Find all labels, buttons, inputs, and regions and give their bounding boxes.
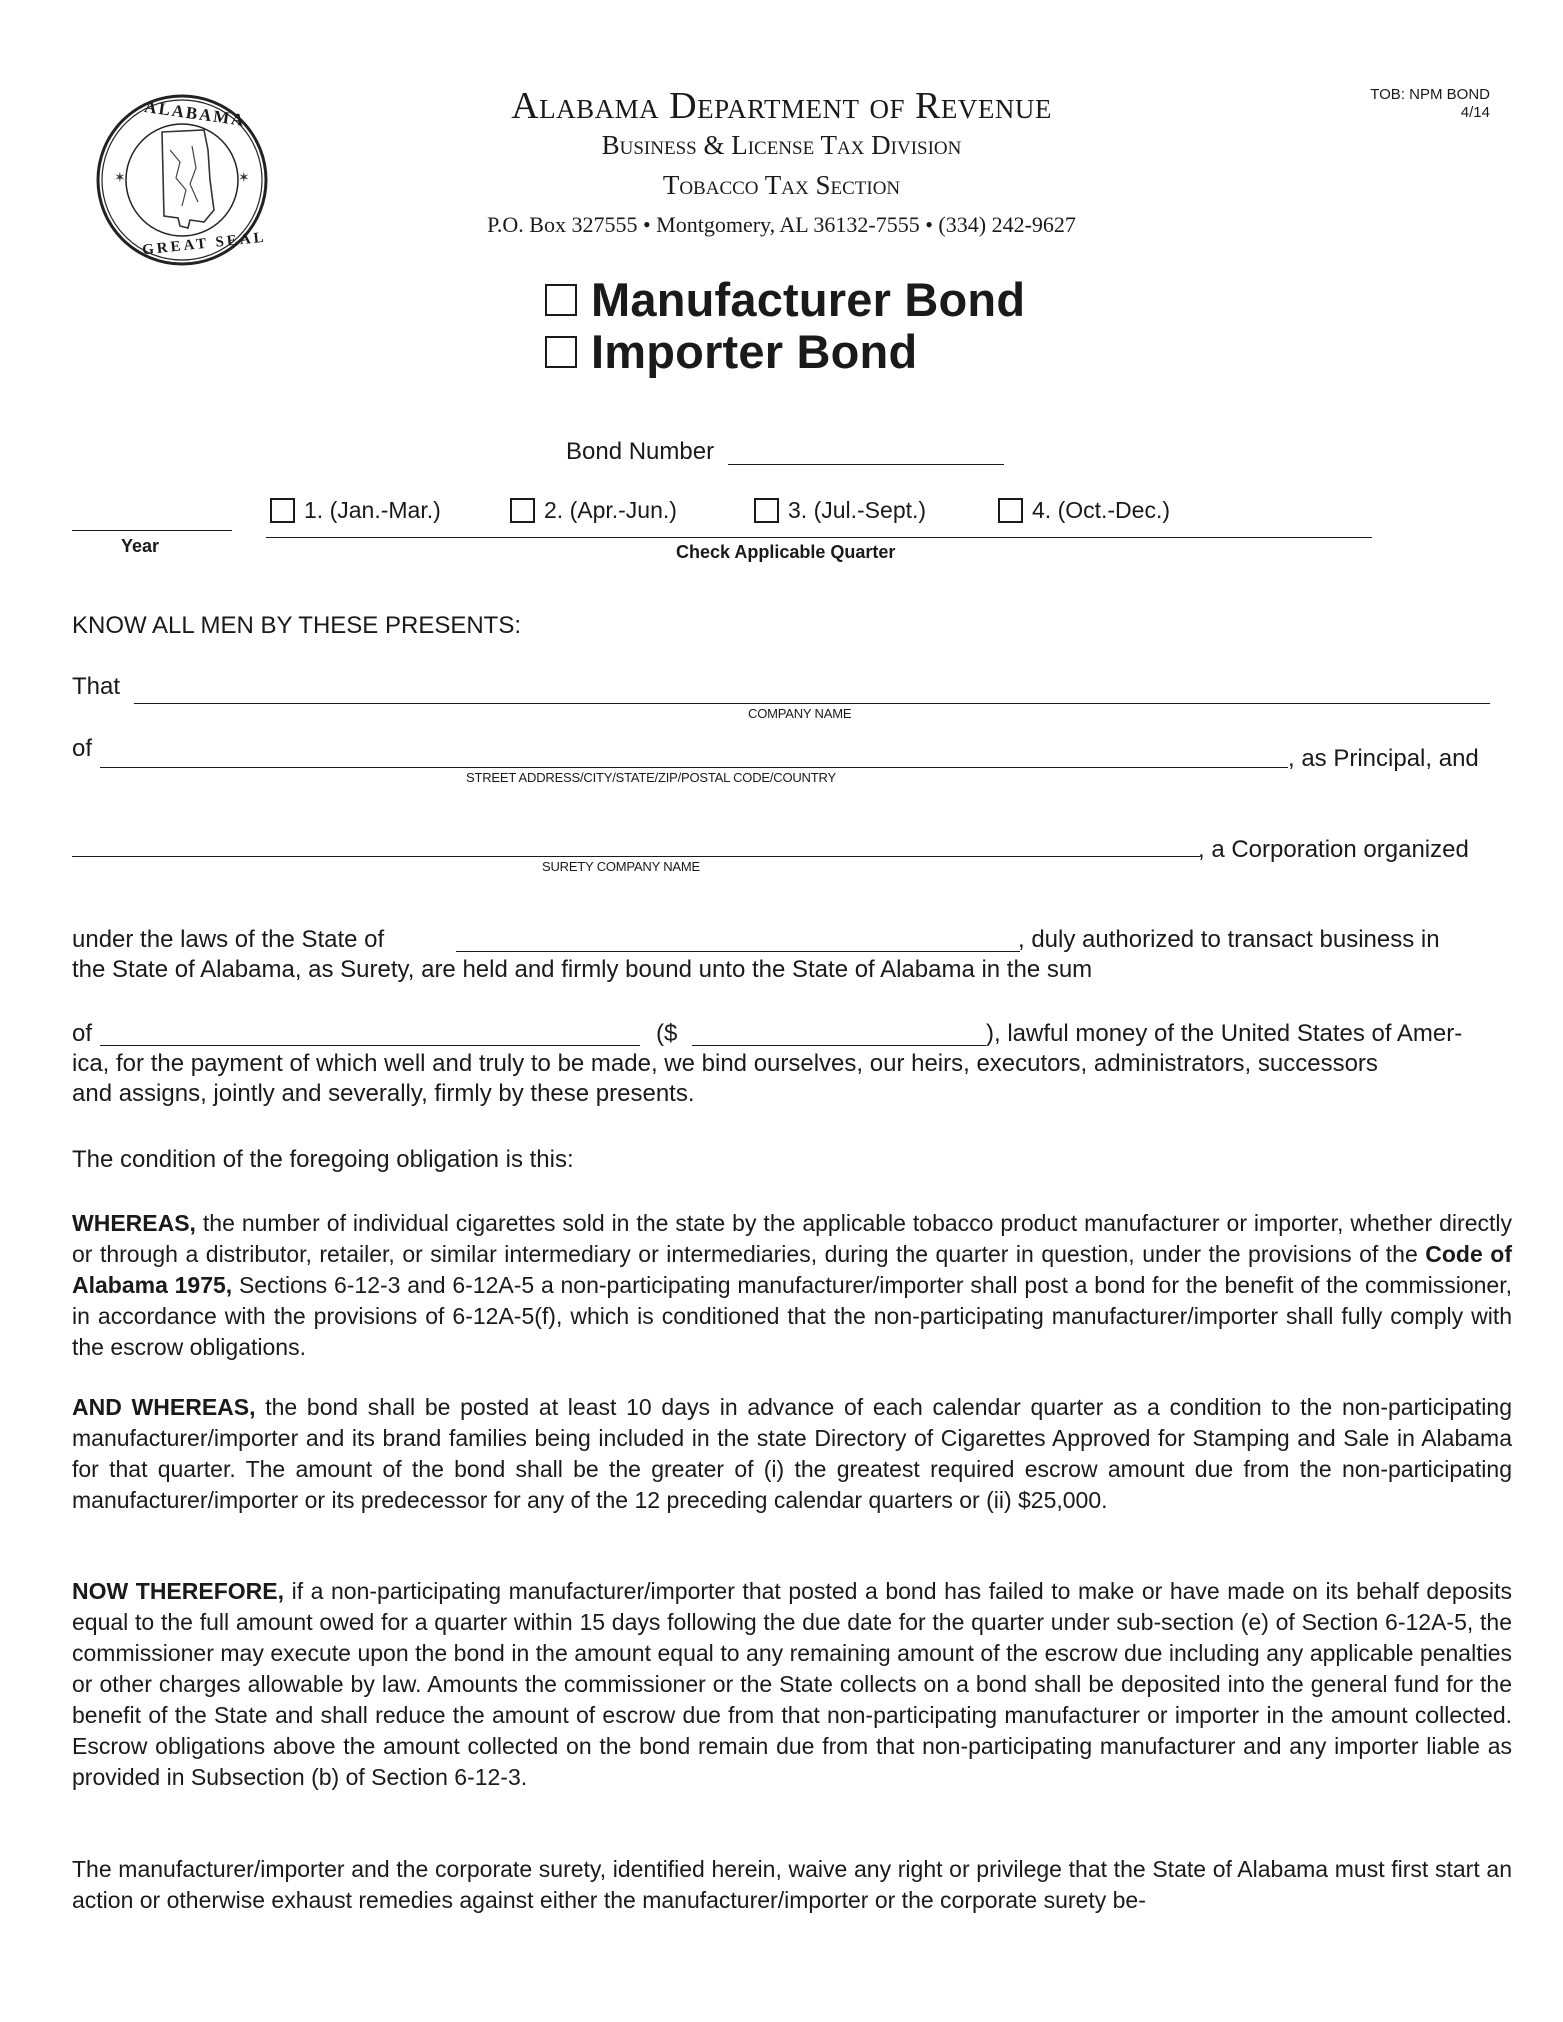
bond-number-label: Bond Number (566, 438, 715, 465)
quarter-2-checkbox[interactable] (510, 498, 535, 523)
laws-line-2: the State of Alabama, as Surety, are held and firmly bound unto the State of Alabama in the sum (72, 956, 1093, 983)
know-all-heading: KNOW ALL MEN BY THESE PRESENTS: (72, 612, 522, 639)
form-revision-date: 4/14 (1460, 104, 1490, 121)
sum-words-field[interactable] (100, 1045, 640, 1046)
waive-paragraph (72, 1854, 1512, 1916)
waive-text: The manufacturer/importer and the corporate surety, identified herein, waive any right or privilege that the State of Alabama must first start an action or otherwise exhaust remedies against either the manufacturer/importer or the corporate surety be- (72, 1856, 1512, 1913)
whereas-code-ref: Code of Alabama 1975, (72, 1241, 1512, 1298)
whereas-paragraph (72, 1208, 1512, 1363)
sum-line-3: and assigns, jointly and severally, firmly by these presents. (72, 1080, 695, 1107)
seal-top-text: ALABAMA (143, 97, 247, 130)
and-whereas-lead: AND WHEREAS, (72, 1394, 256, 1420)
state-of-organization-field[interactable] (456, 951, 1020, 952)
quarter-3-label: 3. (Jul.-Sept.) (788, 497, 927, 523)
seal-bottom-text: GREAT SEAL (141, 229, 268, 259)
whereas-lead: WHEREAS, (72, 1210, 196, 1236)
bond-number-field[interactable] (728, 464, 1004, 465)
quarter-underline (266, 537, 1372, 538)
sum-dollar-label: ($ (656, 1020, 678, 1047)
importer-bond-label: Importer Bond (591, 325, 918, 378)
quarter-3[interactable] (754, 497, 926, 524)
year-caption: Year (121, 536, 160, 556)
quarter-4-label: 4. (Oct.-Dec.) (1032, 497, 1171, 523)
quarter-4-checkbox[interactable] (998, 498, 1023, 523)
surety-company-caption: SURETY COMPANY NAME (542, 859, 701, 874)
now-therefore-lead: NOW THEREFORE, (72, 1578, 285, 1604)
company-name-caption: COMPANY NAME (748, 706, 852, 721)
that-label: That (72, 673, 121, 700)
importer-bond-checkbox[interactable] (545, 336, 577, 368)
form-code-label: TOB: NPM BOND (1370, 86, 1490, 103)
year-field[interactable] (72, 530, 232, 531)
quarter-2[interactable] (510, 497, 677, 524)
surety-company-field[interactable] (72, 856, 1200, 857)
address-caption: STREET ADDRESS/CITY/STATE/ZIP/POSTAL CODE/COUNTRY (466, 770, 836, 785)
division-name: Business & License Tax Division (601, 130, 962, 160)
bond-type-importer[interactable] (545, 324, 917, 379)
manufacturer-bond-checkbox[interactable] (545, 284, 577, 316)
corporation-organized-text: , a Corporation organized (1198, 836, 1469, 863)
section-name: Tobacco Tax Section (662, 170, 901, 200)
agency-address: P.O. Box 327555 • Montgomery, AL 36132-7555 • (334) 242-9627 (487, 212, 1076, 237)
quarter-1[interactable] (270, 497, 441, 524)
sum-of-label: of (72, 1020, 93, 1047)
quarter-3-checkbox[interactable] (754, 498, 779, 523)
form-code (1300, 86, 1490, 122)
svg-text:✶: ✶ (114, 169, 126, 185)
whereas-text-a: the number of individual cigarettes sold in the state by the applicable tobacco product manufacturer or importer, whether directly or through a distributor, retailer, or similar intermediary or intermediaries, during the quarter in question, under the provisions of the (72, 1210, 1512, 1267)
now-therefore-paragraph (72, 1576, 1512, 1793)
quarter-caption: Check Applicable Quarter (676, 542, 896, 562)
laws-suffix: , duly authorized to transact business in (1018, 926, 1440, 953)
quarter-4[interactable] (998, 497, 1170, 524)
laws-prefix: under the laws of the State of (72, 926, 385, 953)
and-whereas-paragraph (72, 1392, 1512, 1516)
and-whereas-text: the bond shall be posted at least 10 days in advance of each calendar quarter as a condition to the non-participating manufacturer/importer and its brand families being included in the state Directory of Cigarettes Approved for Stamping and Sale in Alabama for that quarter. The amount of the bond shall be the greater of (i) the greatest required escrow amount due from the non-participating manufacturer/importer or its predecessor for any of the 12 preceding calendar quarters or (ii) $25,000. (72, 1394, 1512, 1513)
svg-text:✶: ✶ (238, 169, 250, 185)
quarter-2-label: 2. (Apr.-Jun.) (544, 497, 677, 523)
address-field[interactable] (100, 767, 1288, 768)
quarter-1-checkbox[interactable] (270, 498, 295, 523)
agency-name: Alabama Department of Revenue (511, 85, 1052, 127)
whereas-text-b: Sections 6-12-3 and 6-12A-5 a non-participating manufacturer/importer shall post a bond for the benefit of the commissioner, in accordance with the provisions of 6-12A-5(f), which is conditioned that the non-participating manufacturer/importer shall fully comply with the escrow obligations. (72, 1272, 1512, 1360)
condition-heading: The condition of the foregoing obligation is this: (72, 1146, 574, 1173)
principal-text: , as Principal, and (1288, 745, 1479, 772)
sum-suffix: ), lawful money of the United States of Amer- (986, 1020, 1463, 1047)
manufacturer-bond-label: Manufacturer Bond (591, 273, 1026, 326)
now-therefore-text: if a non-participating manufacturer/importer that posted a bond has failed to make or have made on its behalf deposits equal to the full amount owed for a quarter within 15 days following the due date for the quarter under sub-section (e) of Section 6-12A-5, the commissioner may execute upon the bond in the amount equal to any remaining amount of the escrow due including any applicable penalties or other charges allowable by law. Amounts the commissioner or the State collects on a bond shall be deposited into the general fund for the benefit of the State and shall reduce the amount of escrow due from that non-participating manufacturer or importer in the amount collected. Escrow obligations above the amount collected on the bond remain due from that non-participating manufacturer and any importer liable as provided in Subsection (b) of Section 6-12-3. (72, 1578, 1512, 1790)
sum-line-2: ica, for the payment of which well and truly to be made, we bind ourselves, our heirs, executors, administrators, successors (72, 1050, 1378, 1077)
of-label: of (72, 735, 93, 762)
sum-amount-field[interactable] (692, 1045, 986, 1046)
bond-type-manufacturer[interactable] (545, 272, 1025, 327)
company-name-field[interactable] (134, 703, 1490, 704)
quarter-1-label: 1. (Jan.-Mar.) (304, 497, 441, 523)
